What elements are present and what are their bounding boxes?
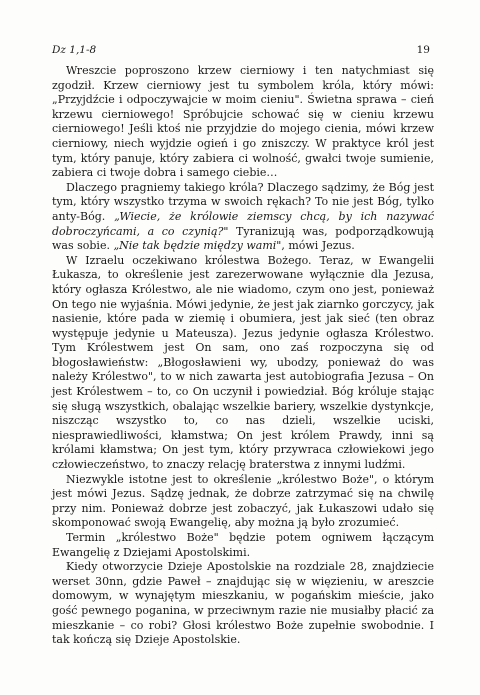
paragraph-2-text-c: , mówi Jezus. [281,239,355,253]
body-text [52,64,434,648]
paragraph-5: Termin „królestwo Boże" będzie potem ogniwem łączącym Ewangelię z Dziejami Apostolskimi. [52,531,434,559]
paragraph-3: W Izraelu oczekiwano królestwa Bożego. Teraz, w Ewangelii Łukasza, to określenie jest zarezerwowane wyłącznie dla Jezusa, który ogłasza Królestwo, ale nie wiadomo, czym ono jest, ponieważ On tego nie wyjaśnia. Mówi jedynie, że jest jak ziarnko gorczycy, jak nasienie, które pada w ziemię i obumiera, jest jak sieć (ten obraz występuje jedynie u Mateusza). Jezus jedynie ogłasza Królestwo. Tym Królestwem jest On sam, ono zaś rozpoczyna się od błogosławieństw: „Błogosławieni wy, ubodzy, ponieważ do was należy Królestwo", to w nich zawarta jest autobiografia Jezusa – On jest Królestwem – to, co On uczynił i powiedział. Bóg króluje stając się sługą wszystkich, obalając wszelkie bariery, wszelkie dystynkcje, niszcząc wszystko to, co nas dzieli, wszelkie uciski, niesprawiedliwości, kłamstwa; On jest królem Prawdy, inni są królami kłamstwa; On jest tym, który przywraca człowiekowi jego człowieczeństwo, to znaczy relację braterstwa z innymi ludźmi. [52,253,434,472]
paragraph-2-text-a: Dlaczego pragniemy takiego króla? Dlaczego sądzimy, że Bóg jest tym, który wszystko trzyma w swoich rękach? To nie jest Bóg, tylko anty-Bóg. [52,180,434,223]
paragraph-1: Wreszcie poproszono krzew cierniowy i ten natychmiast się zgodził. Krzew cierniowy jest tu symbolem króla, który mówi: „Przyjdźcie i odpoczywajcie w moim cieniu". Świetna sprawa – cień krzewu cierniowego! Spróbujcie schować się w cieniu krzewu cierniowego! Jeśli ktoś nie przyjdzie do mojego cienia, mówi krzew cierniowy, niech wyjdzie ogień i go zniszczy. W praktyce król jest tym, który panuje, który zabiera ci wolność, gwałci twoje sumienie, zabiera ci twoje dobra i samego ciebie… [52,64,434,180]
running-header [52,44,430,60]
paragraph-2-quote-2: „Nie tak będzie między wami" [113,239,282,253]
page-number: 19 [416,44,430,56]
chapter-reference: Dz 1,1-8 [52,44,97,56]
paragraph-2-quote-1: „Wiecie, że królowie ziemscy chcą, by ich nazywać dobroczyńcami, a co czynią?" [52,209,434,238]
paragraph-2 [52,181,434,254]
paragraph-2-text-b: Tyranizują was, podporządkowują was sobie. [52,224,434,253]
paragraph-6: Kiedy otworzycie Dzieje Apostolskie na rozdziale 28, znajdziecie werset 30nn, gdzie Paweł – znajdując się w więzieniu, w areszcie domowym, w wynajętym mieszkaniu, w pogańskim mieście, jako gość pewnego poganina, w przeciwnym razie nie musiałby płacić za mieszkanie – co robi? Głosi królestwo Boże zupełnie swobodnie. I tak kończą się Dzieje Apostolskie. [52,560,434,647]
paragraph-4: Niezwykle istotne jest to określenie „królestwo Boże", o którym jest mówi Jezus. Sądzę jednak, że dobrze zatrzymać się na chwilę przy nim. Ponieważ dobrze jest zobaczyć, jak Łukaszowi udało się skomponować swoją Ewangelię, aby można ją było zrozumieć. [52,472,434,530]
